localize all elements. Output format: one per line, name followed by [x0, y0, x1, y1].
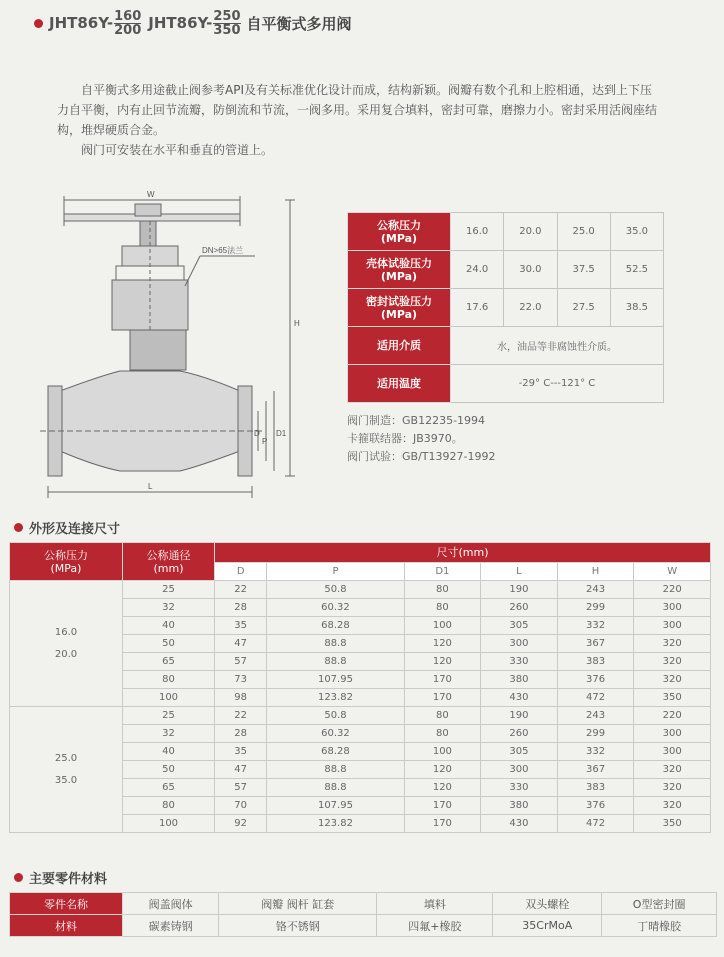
table-cell: 305 [481, 743, 558, 761]
pressure-value: 35.0 [54, 774, 78, 786]
table-cell: 350 [634, 815, 711, 833]
table-row [10, 915, 717, 937]
table-cell: 阀盖阀体 [123, 893, 219, 915]
table-cell: 320 [634, 779, 711, 797]
section-heading-materials [14, 868, 107, 887]
table-cell: 22 [215, 707, 267, 725]
table-cell: 50.8 [267, 707, 404, 725]
table-cell: 四氟+橡胶 [377, 915, 493, 937]
table-cell: 260 [481, 599, 558, 617]
table-cell: 37.5 [557, 251, 610, 289]
model2-denominator: 350 [213, 22, 241, 38]
table-cell: 16.0 [451, 213, 504, 251]
table-cell: 68.28 [267, 617, 404, 635]
row-label: 公称压力 (MPa) [348, 213, 451, 251]
table-cell: 350 [634, 689, 711, 707]
model1-fraction [114, 10, 141, 37]
table-cell: 220 [634, 581, 711, 599]
table-cell: 100 [123, 689, 215, 707]
label-d: D [254, 429, 260, 438]
model1-denominator: 200 [114, 22, 142, 38]
standard-item: 阀门制造：GB12235-1994 [347, 414, 486, 427]
row-label: 零件名称 [10, 893, 123, 915]
table-cell: 填料 [377, 893, 493, 915]
label-flange: DN>65法兰 [202, 246, 244, 255]
section-heading-dimensions [14, 518, 120, 537]
pressure-value: 20.0 [54, 648, 78, 660]
header-size: 尺寸(mm) [215, 543, 711, 563]
table-cell: 170 [404, 797, 481, 815]
header-dn: 公称通径 (mm) [123, 543, 215, 581]
table-cell: 190 [481, 707, 558, 725]
pressure-table [347, 212, 664, 403]
model2-prefix: JHT86Y- [148, 14, 213, 32]
table-cell: 水，油品等非腐蚀性介质。 [451, 327, 664, 365]
table-cell: 190 [481, 581, 558, 599]
table-cell: 80 [123, 797, 215, 815]
table-cell: 243 [557, 581, 634, 599]
table-cell: 57 [215, 779, 267, 797]
pressure-group-cell [10, 707, 123, 833]
intro-paragraph-1: 自平衡式多用途截止阀参考API及有关标准优化设计而成，结构新颖。阀瓣有数个孔和上腔相通，达到上下压力自平衡，内有止回节流瓣，防倒流和节流，一阀多用。采用复合填料，密封可靠，磨擦力小。密封采用活阀座结构，堆焊硬质合金。 [57, 83, 658, 137]
table-cell: 320 [634, 653, 711, 671]
pressure-value: 16.0 [54, 626, 78, 638]
table-cell: 25 [123, 707, 215, 725]
table-cell: 68.28 [267, 743, 404, 761]
model2-fraction [213, 10, 240, 37]
table-cell: 88.8 [267, 653, 404, 671]
table-cell: 40 [123, 617, 215, 635]
bullet-dot-icon [34, 19, 43, 28]
table-cell: 123.82 [267, 689, 404, 707]
table-cell: -29° C---121° C [451, 365, 664, 403]
column-header: H [557, 563, 634, 581]
table-cell: 28 [215, 599, 267, 617]
table-cell: 73 [215, 671, 267, 689]
table-cell: 65 [123, 779, 215, 797]
table-cell: 碳素铸钢 [123, 915, 219, 937]
table-cell: 60.32 [267, 599, 404, 617]
product-name: 自平衡式多用阀 [246, 14, 352, 33]
table-cell: 305 [481, 617, 558, 635]
table-cell: 100 [404, 617, 481, 635]
table-cell: 40 [123, 743, 215, 761]
table-cell: 170 [404, 815, 481, 833]
table-cell: 80 [404, 599, 481, 617]
table-header-row [10, 543, 711, 563]
table-cell: 88.8 [267, 635, 404, 653]
table-cell: 24.0 [451, 251, 504, 289]
table-cell: 123.82 [267, 815, 404, 833]
table-cell: 383 [557, 653, 634, 671]
table-cell: 170 [404, 689, 481, 707]
table-cell: 35 [215, 617, 267, 635]
table-cell: 320 [634, 761, 711, 779]
table-cell: 300 [634, 743, 711, 761]
valve-drawing [40, 186, 310, 506]
row-label: 适用温度 [348, 365, 451, 403]
table-cell: 32 [123, 599, 215, 617]
row-label: 材料 [10, 915, 123, 937]
table-cell: 300 [481, 635, 558, 653]
table-cell: 20.0 [504, 213, 557, 251]
table-cell: 120 [404, 761, 481, 779]
table-cell: 80 [404, 725, 481, 743]
bullet-dot-icon [14, 873, 23, 882]
table-cell: 120 [404, 635, 481, 653]
intro-text [57, 80, 662, 160]
table-cell: 320 [634, 797, 711, 815]
table-cell: 17.6 [451, 289, 504, 327]
table-cell: 320 [634, 671, 711, 689]
table-cell: 35 [215, 743, 267, 761]
table-cell: 380 [481, 671, 558, 689]
table-cell: 25.0 [557, 213, 610, 251]
table-cell: 107.95 [267, 797, 404, 815]
table-cell: 376 [557, 797, 634, 815]
table-cell: 27.5 [557, 289, 610, 327]
table-cell: 47 [215, 761, 267, 779]
page-title [34, 6, 352, 40]
table-cell: 120 [404, 653, 481, 671]
table-cell: 50 [123, 635, 215, 653]
table-cell: 35.0 [610, 213, 663, 251]
section-title: 外形及连接尺寸 [29, 522, 121, 537]
standard-item: 阀门试验：GB/T13927-1992 [347, 450, 496, 463]
header-pressure: 公称压力 (MPa) [10, 543, 123, 581]
row-label: 壳体试验压力 (MPa) [348, 251, 451, 289]
table-cell: 367 [557, 635, 634, 653]
standard-item: 卡箍联结器：JB3970。 [347, 432, 463, 445]
materials-table [9, 892, 717, 937]
column-header: W [634, 563, 711, 581]
table-cell: 332 [557, 743, 634, 761]
row-label: 密封试验压力 (MPa) [348, 289, 451, 327]
table-cell: 28 [215, 725, 267, 743]
table-cell: 330 [481, 779, 558, 797]
table-row [348, 251, 664, 289]
table-cell: 100 [404, 743, 481, 761]
table-cell: 88.8 [267, 779, 404, 797]
table-cell: 92 [215, 815, 267, 833]
table-cell: 430 [481, 815, 558, 833]
label-p: P [262, 437, 268, 446]
table-cell: 330 [481, 653, 558, 671]
table-cell: 80 [404, 581, 481, 599]
table-cell: 30.0 [504, 251, 557, 289]
table-cell: 50.8 [267, 581, 404, 599]
table-cell: 383 [557, 779, 634, 797]
table-cell: 300 [481, 761, 558, 779]
table-cell: 88.8 [267, 761, 404, 779]
table-cell: 32 [123, 725, 215, 743]
table-cell: 丁晴橡胶 [602, 915, 717, 937]
dimension-table [9, 542, 711, 833]
table-cell: O型密封圈 [602, 893, 717, 915]
label-h: H [294, 319, 300, 328]
table-cell: 300 [634, 617, 711, 635]
label-d1: D1 [276, 429, 287, 438]
section-title: 主要零件材料 [29, 872, 108, 887]
table-row [10, 581, 711, 599]
table-cell: 双头螺栓 [493, 893, 602, 915]
table-row [348, 327, 664, 365]
table-cell: 80 [404, 707, 481, 725]
table-cell: 60.32 [267, 725, 404, 743]
table-cell: 170 [404, 671, 481, 689]
table-cell: 472 [557, 689, 634, 707]
table-cell: 铬不锈钢 [219, 915, 377, 937]
standards-list [347, 412, 495, 466]
pressure-value: 25.0 [54, 752, 78, 764]
model1-numerator: 160 [114, 8, 142, 24]
table-row [348, 365, 664, 403]
table-cell: 320 [634, 635, 711, 653]
intro-paragraph-2: 阀门可安装在水平和垂直的管道上。 [81, 143, 274, 157]
table-cell: 47 [215, 635, 267, 653]
table-cell: 300 [634, 725, 711, 743]
model2-numerator: 250 [213, 8, 241, 24]
table-row [10, 893, 717, 915]
table-cell: 70 [215, 797, 267, 815]
bullet-dot-icon [14, 523, 23, 532]
table-cell: 38.5 [610, 289, 663, 327]
table-cell: 299 [557, 725, 634, 743]
table-row [10, 707, 711, 725]
table-cell: 100 [123, 815, 215, 833]
table-cell: 57 [215, 653, 267, 671]
table-cell: 380 [481, 797, 558, 815]
table-cell: 22.0 [504, 289, 557, 327]
table-cell: 220 [634, 707, 711, 725]
table-cell: 260 [481, 725, 558, 743]
pressure-group-cell [10, 581, 123, 707]
column-header: P [267, 563, 404, 581]
table-cell: 367 [557, 761, 634, 779]
table-cell: 35CrMoA [493, 915, 602, 937]
table-cell: 300 [634, 599, 711, 617]
table-cell: 430 [481, 689, 558, 707]
table-cell: 52.5 [610, 251, 663, 289]
column-header: D [215, 563, 267, 581]
column-header: D1 [404, 563, 481, 581]
table-cell: 120 [404, 779, 481, 797]
column-header: L [481, 563, 558, 581]
table-cell: 阀瓣 阀杆 缸套 [219, 893, 377, 915]
table-cell: 50 [123, 761, 215, 779]
row-label: 适用介质 [348, 327, 451, 365]
table-row [348, 289, 664, 327]
model1-prefix: JHT86Y- [49, 14, 114, 32]
table-cell: 98 [215, 689, 267, 707]
table-cell: 376 [557, 671, 634, 689]
table-cell: 472 [557, 815, 634, 833]
table-cell: 65 [123, 653, 215, 671]
dimension-table-body [10, 581, 711, 833]
table-cell: 80 [123, 671, 215, 689]
table-cell: 22 [215, 581, 267, 599]
table-cell: 299 [557, 599, 634, 617]
table-cell: 332 [557, 617, 634, 635]
table-cell: 107.95 [267, 671, 404, 689]
label-l: L [148, 482, 153, 491]
table-row [348, 213, 664, 251]
label-w: W [147, 190, 155, 199]
table-cell: 243 [557, 707, 634, 725]
table-cell: 25 [123, 581, 215, 599]
